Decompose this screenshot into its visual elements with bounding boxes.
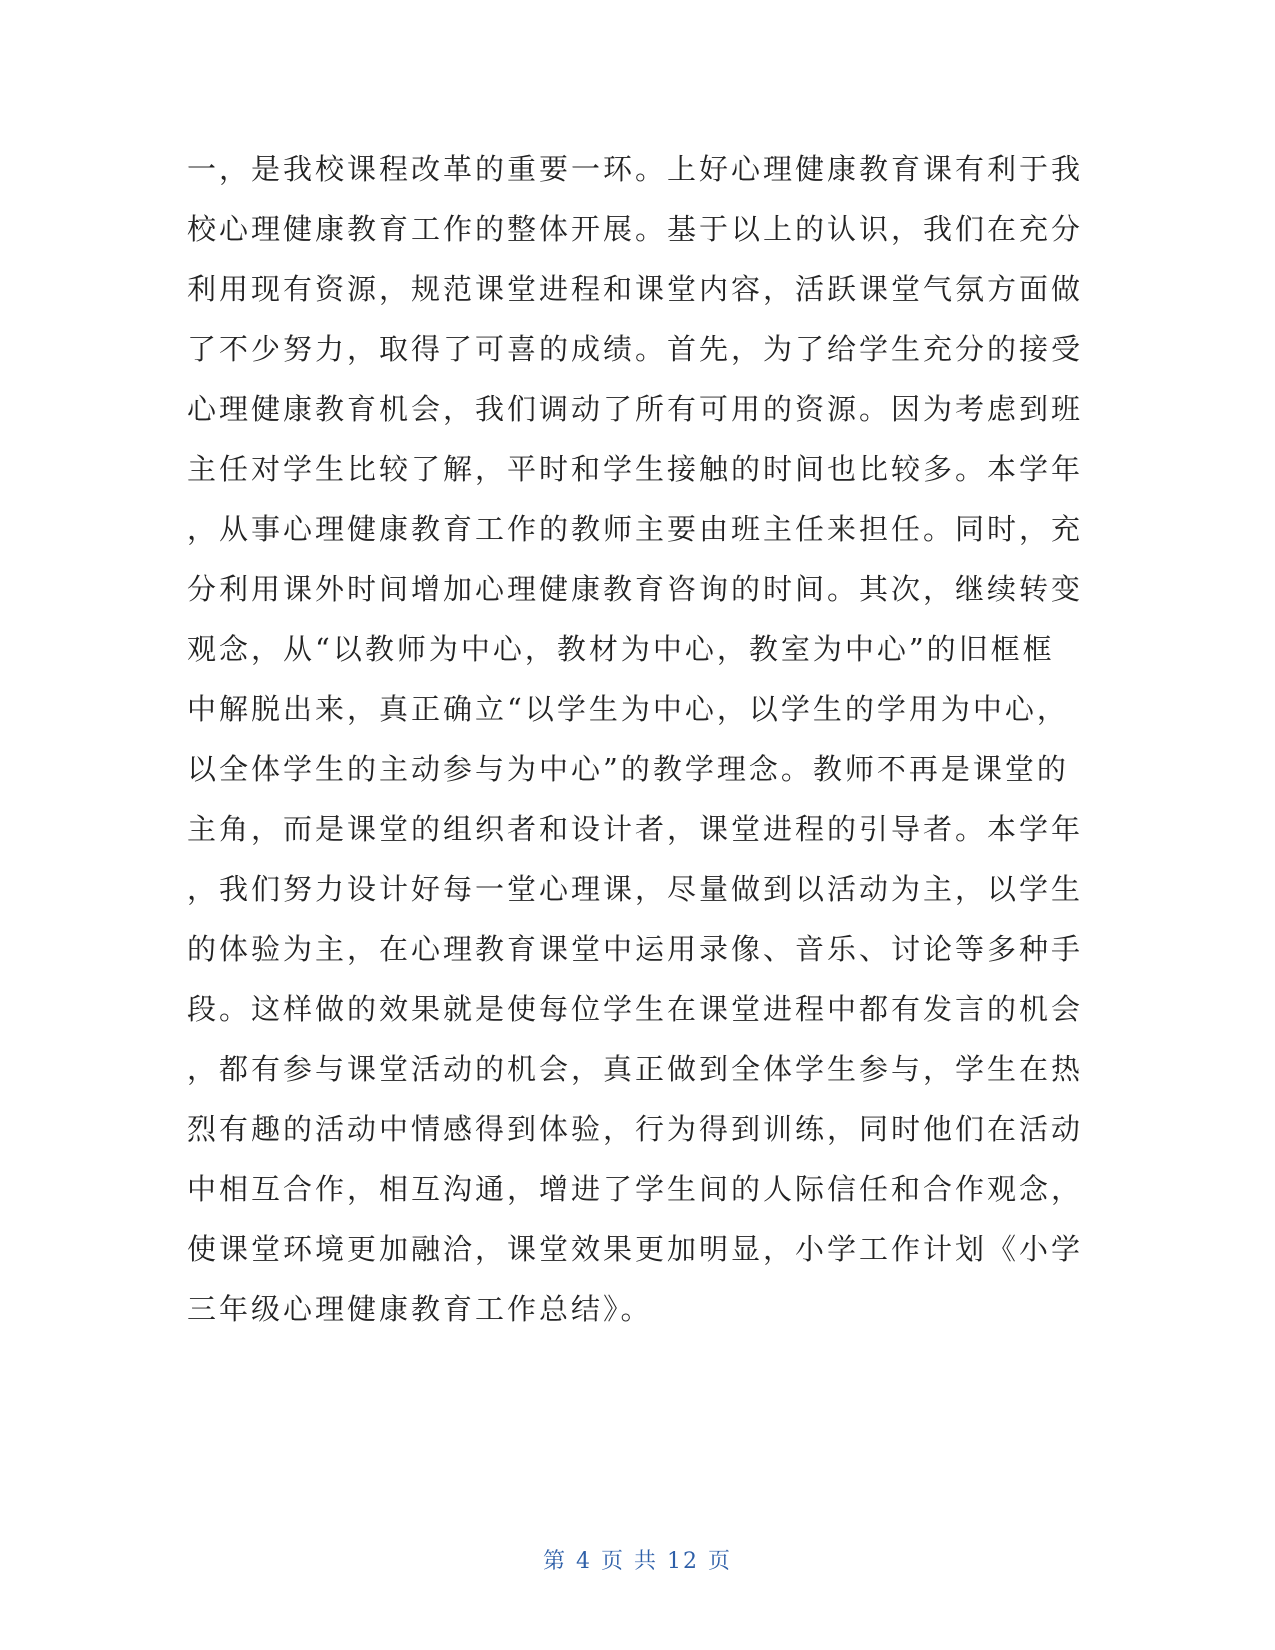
text-line: 主任对学生比较了解，平时和学生接触的时间也比较多。本学年 bbox=[187, 452, 1084, 486]
text-line: 一，是我校课程改革的重要一环。上好心理健康教育课有利于我 bbox=[187, 152, 1084, 186]
text-line: 的体验为主，在心理教育课堂中运用录像、音乐、讨论等多种手 bbox=[187, 932, 1084, 966]
text-line: 分利用课外时间增加心理健康教育咨询的时间。其次，继续转变 bbox=[187, 572, 1084, 606]
text-line: ，我们努力设计好每一堂心理课，尽量做到以活动为主，以学生 bbox=[187, 872, 1084, 906]
text-line: 烈有趣的活动中情感得到体验，行为得到训练，同时他们在活动 bbox=[187, 1112, 1084, 1146]
text-line: 了不少努力，取得了可喜的成绩。首先，为了给学生充分的接受 bbox=[187, 332, 1084, 366]
text-line: 三年级心理健康教育工作总结》。 bbox=[187, 1292, 653, 1326]
text-line: 使课堂环境更加融洽，课堂效果更加明显，小学工作计划《小学 bbox=[187, 1232, 1084, 1266]
page-number-footer: 第 4 页 共 12 页 bbox=[543, 1549, 732, 1574]
body-paragraph bbox=[187, 139, 1084, 1339]
text-line: 心理健康教育机会，我们调动了所有可用的资源。因为考虑到班 bbox=[187, 392, 1084, 426]
text-line: 校心理健康教育工作的整体开展。基于以上的认识，我们在充分 bbox=[187, 212, 1084, 246]
text-line: 观念，从“以教师为中心，教材为中心，教室为中心”的旧框框 bbox=[187, 632, 1055, 666]
text-line: 以全体学生的主动参与为中心”的教学理念。教师不再是课堂的 bbox=[187, 752, 1069, 786]
text-line: 中相互合作，相互沟通，增进了学生间的人际信任和合作观念， bbox=[187, 1172, 1084, 1206]
text-line: 主角，而是课堂的组织者和设计者，课堂进程的引导者。本学年 bbox=[187, 812, 1084, 846]
text-line: ，都有参与课堂活动的机会，真正做到全体学生参与，学生在热 bbox=[187, 1052, 1084, 1086]
text-line: 中解脱出来，真正确立“以学生为中心，以学生的学用为中心， bbox=[187, 692, 1069, 726]
text-line: ，从事心理健康教育工作的教师主要由班主任来担任。同时，充 bbox=[187, 512, 1084, 546]
text-line: 利用现有资源，规范课堂进程和课堂内容，活跃课堂气氛方面做 bbox=[187, 272, 1084, 306]
text-line: 段。这样做的效果就是使每位学生在课堂进程中都有发言的机会 bbox=[187, 992, 1084, 1026]
